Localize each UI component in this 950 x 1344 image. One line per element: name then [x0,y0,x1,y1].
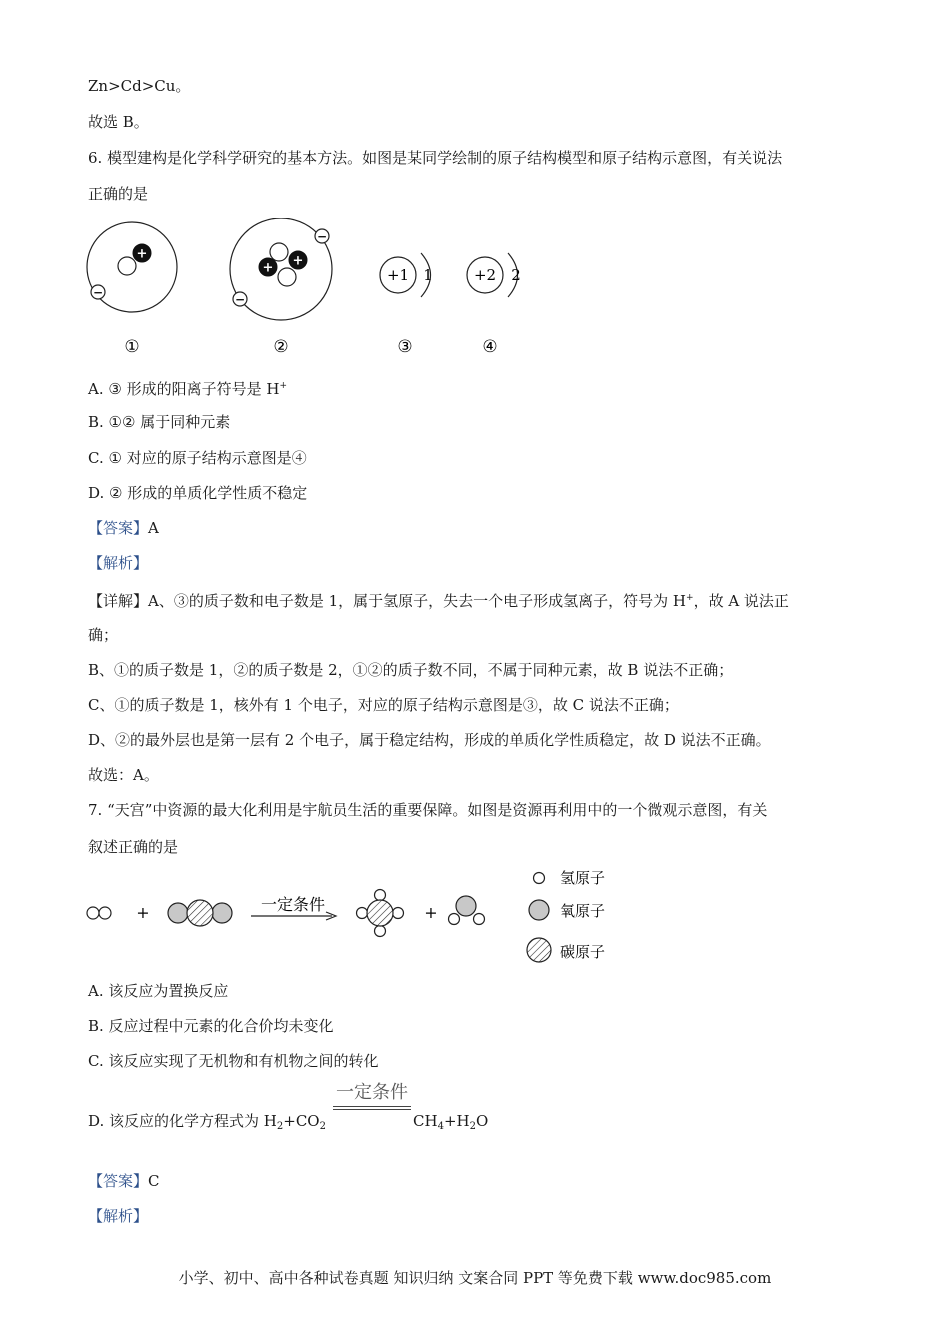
detail-line: D、②的最外层也是第一层有 2 个电子，属于稳定结构，形成的单质化学性质稳定，故 D 说法不正确。 [88,731,771,749]
svg-text:2: 2 [511,266,521,284]
detail-line: 确； [88,626,119,644]
figure-label-1: ① [124,337,140,357]
svg-text:+: + [136,903,150,922]
atom-diagram-3 [380,253,433,297]
svg-text:一定条件: 一定条件 [260,895,326,914]
text-line: 故选：A。 [88,766,159,784]
atom-diagram-4 [467,253,521,297]
option-c: C. ① 对应的原子结构示意图是④ [88,449,307,467]
atom-model-1 [87,222,177,312]
svg-text:氧原子: 氧原子 [560,902,606,920]
figure-label-3: ③ [397,337,413,357]
carbon-legend-icon [527,938,551,962]
detail-line: 【详解】A、③的质子数和电子数是 1，属于氢原子，失去一个电子形成氢离子，符号为 H+，故 A 说法正 [88,592,789,610]
svg-text:+2: +2 [473,266,497,284]
atom-structure-figure [80,218,550,368]
carbon-dioxide-molecule [168,900,232,926]
svg-text:−: − [92,285,104,300]
equation-condition: 一定条件 [336,1082,408,1103]
question-6-stem: 6. 模型建构是化学科学研究的基本方法。如图是某同学绘制的原子结构模型和原子结构示意图，有关说法 [88,149,783,167]
svg-text:氢原子: 氢原子 [560,869,606,887]
svg-text:+: + [262,260,274,276]
analysis-tag: 【解析】 [88,554,149,572]
svg-text:碳原子: 碳原子 [560,943,606,961]
svg-text:+: + [292,253,304,269]
svg-text:+: + [136,246,148,262]
hydrogen-molecule [87,907,111,919]
text-line: 故选 B。 [88,113,149,131]
hydrogen-legend-icon [534,873,545,884]
svg-text:−: − [316,229,328,244]
option-b: B. ①② 属于同种元素 [88,413,231,431]
svg-text:−: − [234,292,246,307]
question-7-stem: 7. “天宫”中资源的最大化利用是宇航员生活的重要保障。如图是资源再利用中的一个微观示意图，有关 [88,801,768,819]
methane-molecule [357,890,404,937]
option-b: B. 反应过程中元素的化合价均未变化 [88,1017,334,1035]
equation-products: $CH_4+H_2O$ [413,1112,489,1132]
figure-label-2: ② [273,337,289,357]
option-c: C. 该反应实现了无机物和有机物之间的转化 [88,1052,379,1070]
answer-line: 【答案】A [88,519,159,537]
question-6-stem: 正确的是 [88,185,149,203]
option-a: A. ③ 形成的阳离子符号是 H+ [88,380,287,398]
analysis-tag: 【解析】 [88,1207,149,1225]
oxygen-legend-icon [529,900,549,920]
detail-line: B、①的质子数是 1，②的质子数是 2，①②的质子数不同，不属于同种元素，故 B 说法不正确； [88,661,734,679]
detail-line: C、①的质子数是 1，核外有 1 个电子，对应的原子结构示意图是③，故 C 说法不正确； [88,696,679,714]
answer-line: 【答案】C [88,1172,160,1190]
legend [527,869,605,962]
equation-double-line [333,1106,411,1110]
atom-model-2 [230,218,332,320]
option-d: D. 该反应的化学方程式为 $H_2+CO_2$ [88,1112,326,1132]
svg-text:1: 1 [423,266,433,284]
text-line: Zn>Cd>Cu。 [88,77,191,95]
option-a: A. 该反应为置换反应 [88,982,229,1000]
figure-label-4: ④ [482,337,498,357]
question-7-stem: 叙述正确的是 [88,838,179,856]
page-footer: 小学、初中、高中各种试卷真题 知识归纳 文案合同 PPT 等免费下载 www.doc985.com [178,1269,772,1287]
reaction-micro-figure [80,862,620,972]
svg-text:+: + [424,903,438,922]
water-molecule [449,896,485,925]
svg-text:+1: +1 [386,266,410,284]
option-d: D. ② 形成的单质化学性质不稳定 [88,484,308,502]
